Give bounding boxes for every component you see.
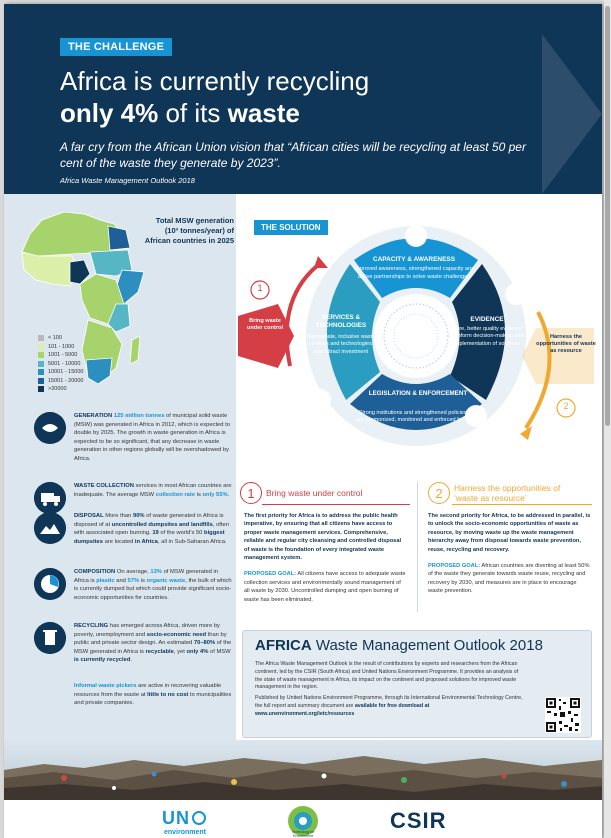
arrow1-label: Bring waste under control [246,318,284,331]
africa-waste-icon [34,412,66,444]
scrollbar[interactable] [604,0,611,838]
debris-5 [401,777,407,783]
dumpsite-icon [34,512,66,544]
arrow2-number: 2 [563,401,569,411]
legend-swatch [38,378,44,384]
issue-disposal: DISPOSAL More than 90% of waste generated in Africa is disposed of at uncontrolled dumpsites and landfills, often with associated open burning. 19 of the world's 50 biggest dumpsites are located in Africa, all in Sub-Saharan Africa. [34,512,234,562]
legislation-title: LEGISLATION & ENFORCEMENT [368,390,468,397]
solution-tag: THE SOLUTION [254,220,328,235]
legend-item [38,368,83,377]
garbage-truck-icon [34,482,66,514]
evidence-icon [505,283,527,305]
issue-waste-pickers: Informal waste pickers are active in recovering valuable resources from the waste at little to no cost to municipalities and private companies. [74,683,232,707]
legislation-text: Strong institutions and strengthened policies that are harmonized, monitored and enforced for action [356,410,480,424]
legend-swatch [38,335,44,341]
map-madagascar [130,336,140,364]
arrow1-shape [238,304,294,368]
debris-4 [322,774,327,779]
legend-item [38,385,83,394]
legend-swatch [38,369,44,375]
issue-composition: COMPOSITION On average, 13% of MSW generated in Africa is plastic and 57% is organic waste, the bulk of which is currently dumped but which could provide significant socio-economic opportunities for countries. [34,568,234,618]
capacity-icon [405,225,427,247]
issue-generation: GENERATION 125 million tonnes of municipal solid waste (MSW) was generated in Africa in 2012, which is expected to double by 2025. The growth in waste generation in Africa is expected to be so significant, that any decrease in waste generation in other regions globally will be overshadowed by Africa. [34,412,234,472]
legend-label: 1001 - 5000 [48,352,78,359]
priority2-number: 2 [428,482,450,504]
wheel-hub [374,294,458,378]
pie-composition-icon [34,568,66,600]
scrollbar-thumb[interactable] [605,6,610,426]
map-south-africa [86,358,112,384]
evidence-title: EVIDENCE [470,316,504,323]
services-title: SERVICES & TECHNOLOGIES [315,314,367,329]
legend-item [38,360,83,369]
priority2-header [428,482,598,504]
legend-item [38,377,83,386]
legend-label: < 100 [48,335,62,342]
csir-logo: CSIR [390,808,447,833]
issue-collection: WASTE COLLECTION services in most African countries are inadequate. The average MSW collection rate is only 55%. [34,482,234,522]
outlook-body: The Africa Waste Management Outlook is the result of contributions by experts and researchers from the African continent, led by the CSIR (South Africa) and United Nations Environment Programme. It provides an analysis of the state of waste management in Africa, its impact on the continent and proposed solutions for improved waste management in the region. Published by United Nations Environment Programme, through its International Environmental Technology Centre, the full report and summary document are available for free download at www.unenvironment.org/ietc/resources [255,661,523,717]
legend-item [38,343,83,352]
priority-divider [417,482,418,612]
un-environment-logo: UN [162,808,206,829]
priority1-header [240,482,410,504]
legend-label: 15001 - 20000 [48,377,84,384]
legend-label: 5001 - 10000 [48,360,81,367]
map-legend [38,334,83,394]
legend-swatch [38,344,44,350]
headline-source: Africa Waste Management Outlook 2018 [60,176,195,185]
arrow2-head [520,426,532,440]
legend-item [38,334,83,343]
legend-label: 101 - 1000 [48,343,75,350]
priority1-label: Bring waste under control [266,488,363,498]
legend-swatch [38,386,44,392]
services-text: Appropriate, inclusive waste services and technologies, that attract investment [306,334,376,355]
issue-recycling: RECYCLING has emerged across Africa, driven more by poverty, unemployment and socio-economic need than by public and private sector design. An estimated 70–80% of the MSW generated in Africa is recyclable, yet only 4% of MSW is currently recycled. [34,622,234,678]
un-globe-icon [192,811,206,825]
headline-line2: only 4% of its waste [60,98,300,128]
arrow1-head [314,256,328,268]
challenge-tag: THE CHALLENGE [60,38,172,56]
landfill-photo-strip [4,740,602,800]
headline-subtitle: A far cry from the African Union vision that “African cities will be recycling at least 50 per cent of the waste they generate by 2023”. [60,140,526,170]
outlook-title: AFRICA Waste Management Outlook 2018 [255,637,543,654]
legend-swatch [38,361,44,367]
legend-item [38,351,83,360]
arrow1-number: 1 [257,283,263,293]
debris-7 [561,781,567,787]
outlook-box [242,630,592,738]
debris-3 [231,779,237,785]
headline-line1: Africa is currently recycling [60,66,370,96]
services-icon [309,389,331,411]
legend-label: 10001 - 15000 [48,369,84,376]
recycle-bin-icon [34,622,66,654]
arrow2-label: Harness the opportunities of waste as resource [536,334,596,354]
priority1-rule [262,504,410,505]
priority2-label: Harness the opportunities of ‘waste as resource’ [454,483,561,503]
challenge-header [4,4,602,194]
evidence-text: More, better quality evidence to inform decision-making and implementation of solutions [450,326,524,347]
map-title: Total MSW generation (10³ tonnes/year) of African countries in 2025 [144,216,234,245]
gear-caption: Technology for Environment [291,830,315,838]
debris-2 [152,772,157,777]
priority2-text: The second priority for Africa, to be addressed in parallel, is to unlock the socio-economic opportunities of waste as resource, by moving waste up the waste management hierarchy away from disposal towards waste prevention, reuse, recycling and recovery. PROPOSED GOAL: African countries are diverting at least 50% of the waste they generate towards waste reuse, recycling and recovery by 2030, and measures are in place to encourage waste prevention. [428,513,591,595]
debris-1 [61,775,67,781]
un-environment-subtitle: environment [164,829,207,836]
qr-code[interactable] [545,697,581,733]
legend-swatch [38,352,44,358]
capacity-title: CAPACITY & AWARENESS [372,256,456,263]
debris-8 [112,786,116,790]
download-link[interactable]: available for free download at www.unenvironment.org/ietc/resources [255,702,430,717]
infographic-page [4,4,602,838]
capacity-text: Improved awareness, strengthened capacity and active partnerships to solve waste challenges [353,266,475,280]
priority1-text: The first priority for Africa is to address the public health imperative, by ensuring that all citizens have access to proper waste management services. Comprehensive, reliable and regular city cleansing and controlled disposal of waste is the foundation of every integrated waste management system. PROPOSED GOAL: All citizens have access to adequate waste collection services and environmentally sound management of all waste by 2030. Uncontrolled dumping and open burning of waste has been eliminated. [244,513,406,603]
header-arrow-shape [542,34,602,194]
legend-label: >20000 [48,386,67,393]
priority2-rule [452,504,592,505]
map-egypt [108,226,130,250]
debris-6 [502,774,507,779]
priority1-number: 1 [240,482,262,504]
